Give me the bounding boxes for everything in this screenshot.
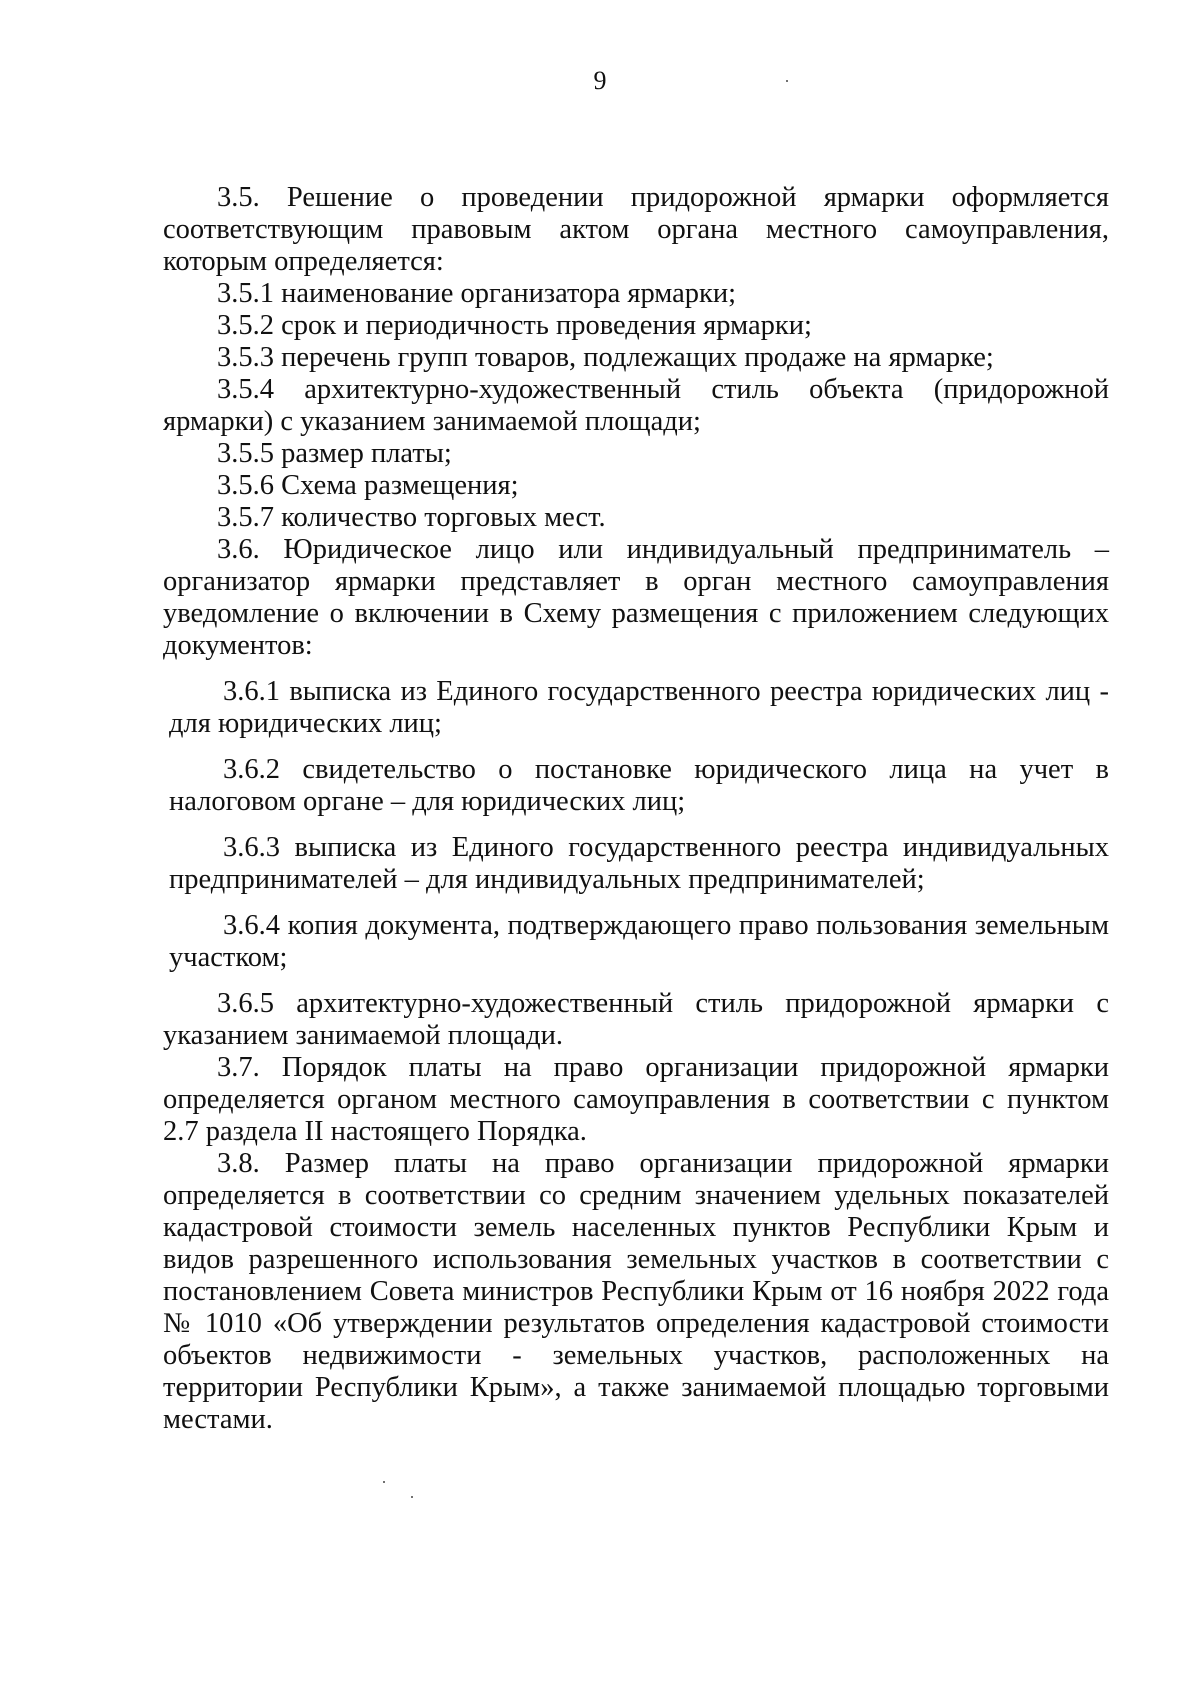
page-number: 9 bbox=[593, 66, 607, 95]
paragraph-3-5: 3.5. Решение о проведении придорожной ярмарки оформляется соответствующим правовым актом органа местного самоуправления, которым определяется: bbox=[163, 182, 1109, 277]
paragraph-3-5-4: 3.5.4 архитектурно-художественный стиль объекта (придорожной ярмарки) с указанием занимаемой площади; bbox=[163, 374, 1109, 437]
scan-speck bbox=[786, 80, 788, 82]
paragraph-3-5-6: 3.5.6 Схема размещения; bbox=[217, 470, 519, 501]
paragraph-3-6-4: 3.6.4 копия документа, подтверждающего право пользования земельным участком; bbox=[169, 910, 1109, 973]
paragraph-3-6-3: 3.6.3 выписка из Единого государственного реестра индивидуальных предпринимателей – для индивидуальных предпринимателей; bbox=[169, 832, 1109, 895]
paragraph-3-8: 3.8. Размер платы на право организации придорожной ярмарки определяется в соответствии со средним значением удельных показателей кадастровой стоимости земель населенных пунктов Республики Крым и видов разрешенного использования земельных участков в соответствии с постановлением Совета министров Республики Крым от 16 ноября 2022 года № 1010 «Об утверждении результатов определения кадастровой стоимости объектов недвижимости - земельных участков, расположенных на территории Республики Крым», а также занимаемой площадью торговыми местами. bbox=[163, 1148, 1109, 1435]
paragraph-3-5-5: 3.5.5 размер платы; bbox=[217, 438, 452, 469]
paragraph-3-6-5: 3.6.5 архитектурно-художественный стиль придорожной ярмарки с указанием занимаемой площади. bbox=[163, 988, 1109, 1051]
scan-speck bbox=[383, 1481, 385, 1483]
scan-speck bbox=[411, 1496, 413, 1498]
paragraph-3-6-1: 3.6.1 выписка из Единого государственного реестра юридических лиц - для юридических лиц; bbox=[169, 676, 1109, 739]
paragraph-3-5-7: 3.5.7 количество торговых мест. bbox=[217, 502, 606, 533]
paragraph-3-5-3: 3.5.3 перечень групп товаров, подлежащих продаже на ярмарке; bbox=[217, 342, 994, 373]
paragraph-3-6-2: 3.6.2 свидетельство о постановке юридического лица на учет в налоговом органе – для юридических лиц; bbox=[169, 754, 1109, 817]
paragraph-3-7: 3.7. Порядок платы на право организации придорожной ярмарки определяется органом местного самоуправления в соответствии с пунктом 2.7 раздела II настоящего Порядка. bbox=[163, 1052, 1109, 1147]
paragraph-3-6: 3.6. Юридическое лицо или индивидуальный предприниматель – организатор ярмарки представляет в орган местного самоуправления уведомление о включении в Схему размещения с приложением следующих документов: bbox=[163, 534, 1109, 661]
document-body bbox=[163, 182, 1109, 1436]
paragraph-3-5-1: 3.5.1 наименование организатора ярмарки; bbox=[217, 278, 737, 309]
paragraph-3-5-2: 3.5.2 срок и периодичность проведения ярмарки; bbox=[217, 310, 812, 341]
